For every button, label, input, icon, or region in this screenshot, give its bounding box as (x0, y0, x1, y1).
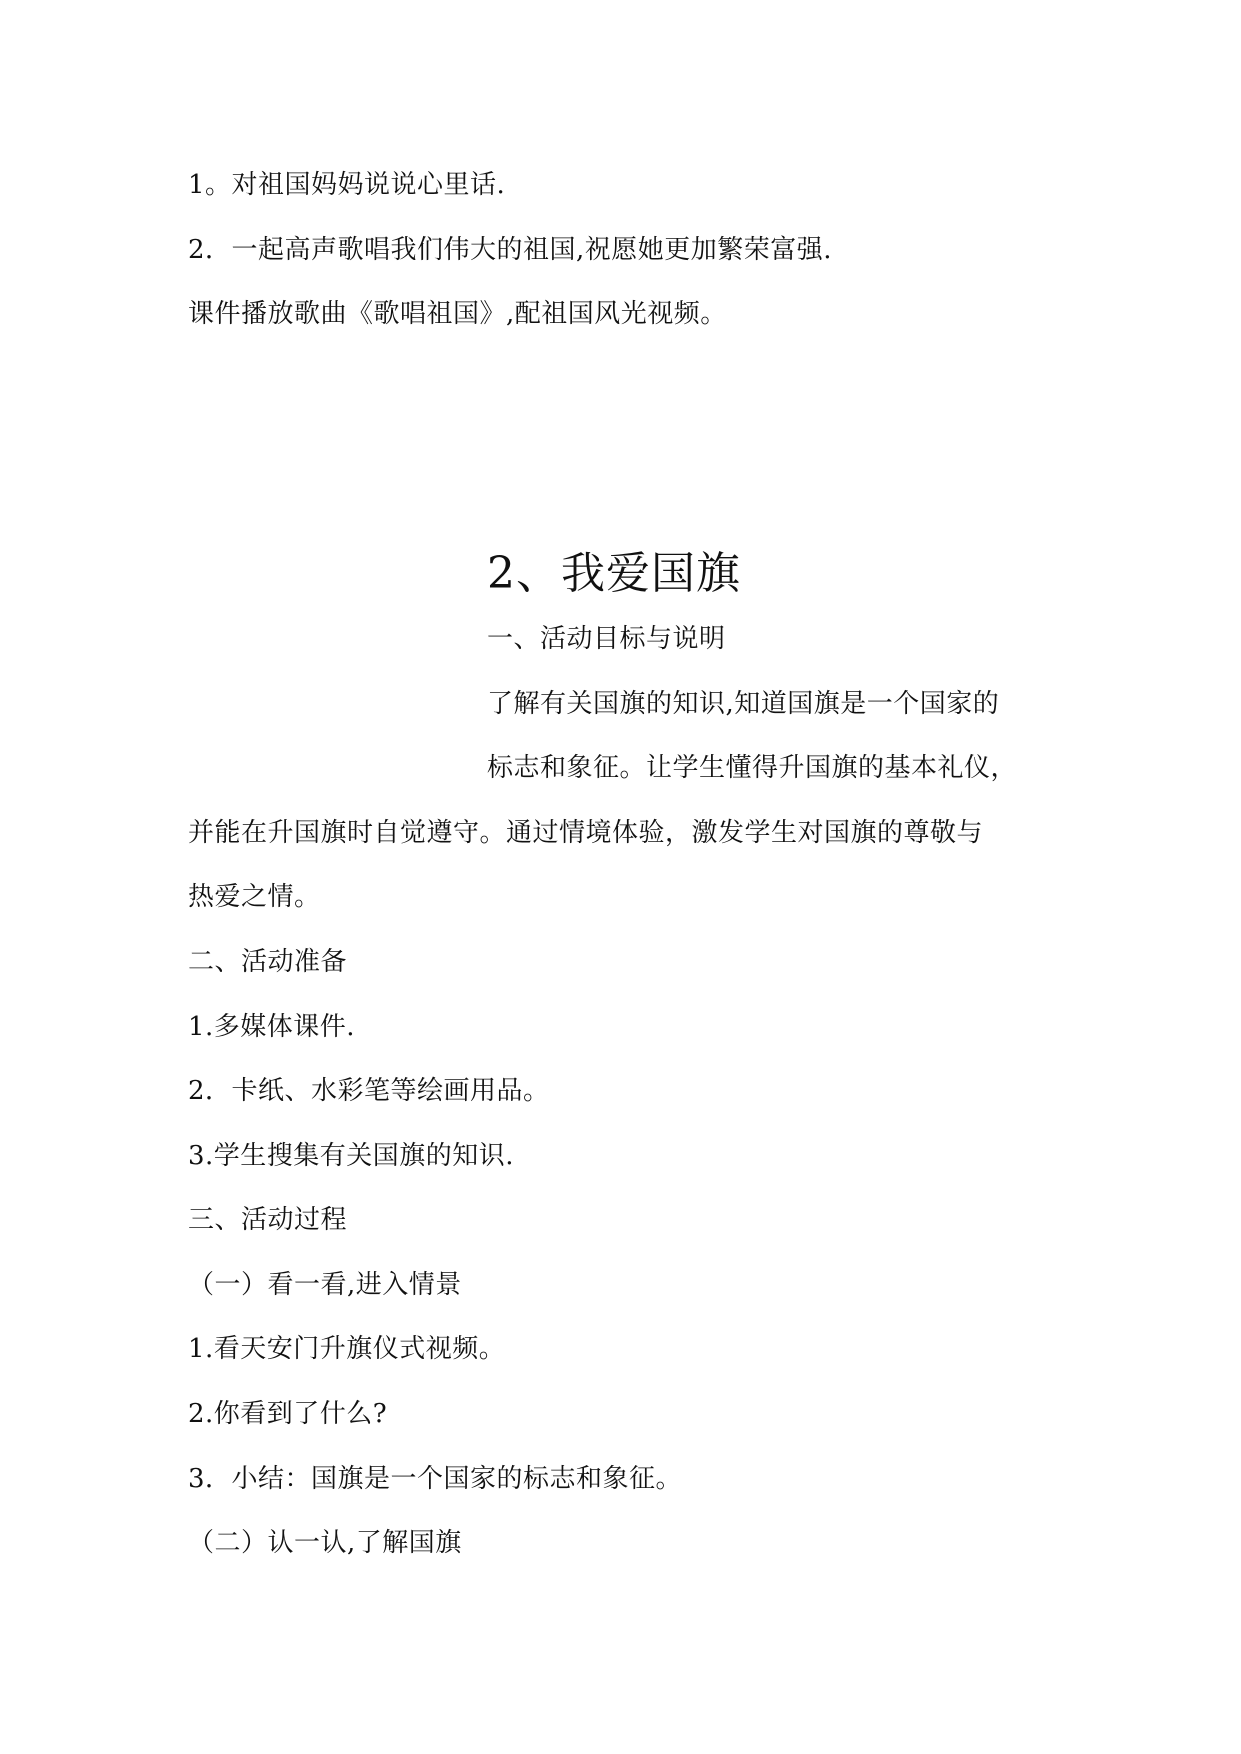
list-item: 1。对祖国妈妈说说心里话. (188, 170, 506, 200)
subsection-heading: （二）认一认,了解国旗 (188, 1528, 462, 1558)
list-item: 3．小结：国旗是一个国家的标志和象征。 (188, 1464, 683, 1494)
paragraph-line: 热爱之情。 (188, 882, 321, 912)
list-item: 1.多媒体课件. (188, 1012, 356, 1042)
paragraph-line: 并能在升国旗时自觉遵守。通过情境体验，激发学生对国旗的尊敬与 (188, 818, 984, 848)
list-item: 3.学生搜集有关国旗的知识. (188, 1141, 515, 1171)
section-heading: 一、活动目标与说明 (487, 624, 726, 654)
subsection-heading: （一）看一看,进入情景 (188, 1270, 462, 1300)
list-item: 2．一起高声歌唱我们伟大的祖国,祝愿她更加繁荣富强. (188, 235, 833, 265)
section-heading: 三、活动过程 (188, 1205, 348, 1235)
paragraph: 课件播放歌曲《歌唱祖国》,配祖国风光视频。 (188, 299, 727, 329)
list-item: 2.你看到了什么? (188, 1399, 388, 1429)
paragraph-line: 了解有关国旗的知识,知道国旗是一个国家的 (487, 689, 1000, 719)
list-item: 1.看天安门升旗仪式视频。 (188, 1334, 506, 1364)
section-heading: 二、活动准备 (188, 947, 348, 977)
list-item: 2．卡纸、水彩笔等绘画用品。 (188, 1076, 550, 1106)
paragraph-line: 标志和象征。让学生懂得升国旗的基本礼仪， (487, 753, 1018, 783)
page-title: 2、我爱国旗 (487, 548, 741, 599)
